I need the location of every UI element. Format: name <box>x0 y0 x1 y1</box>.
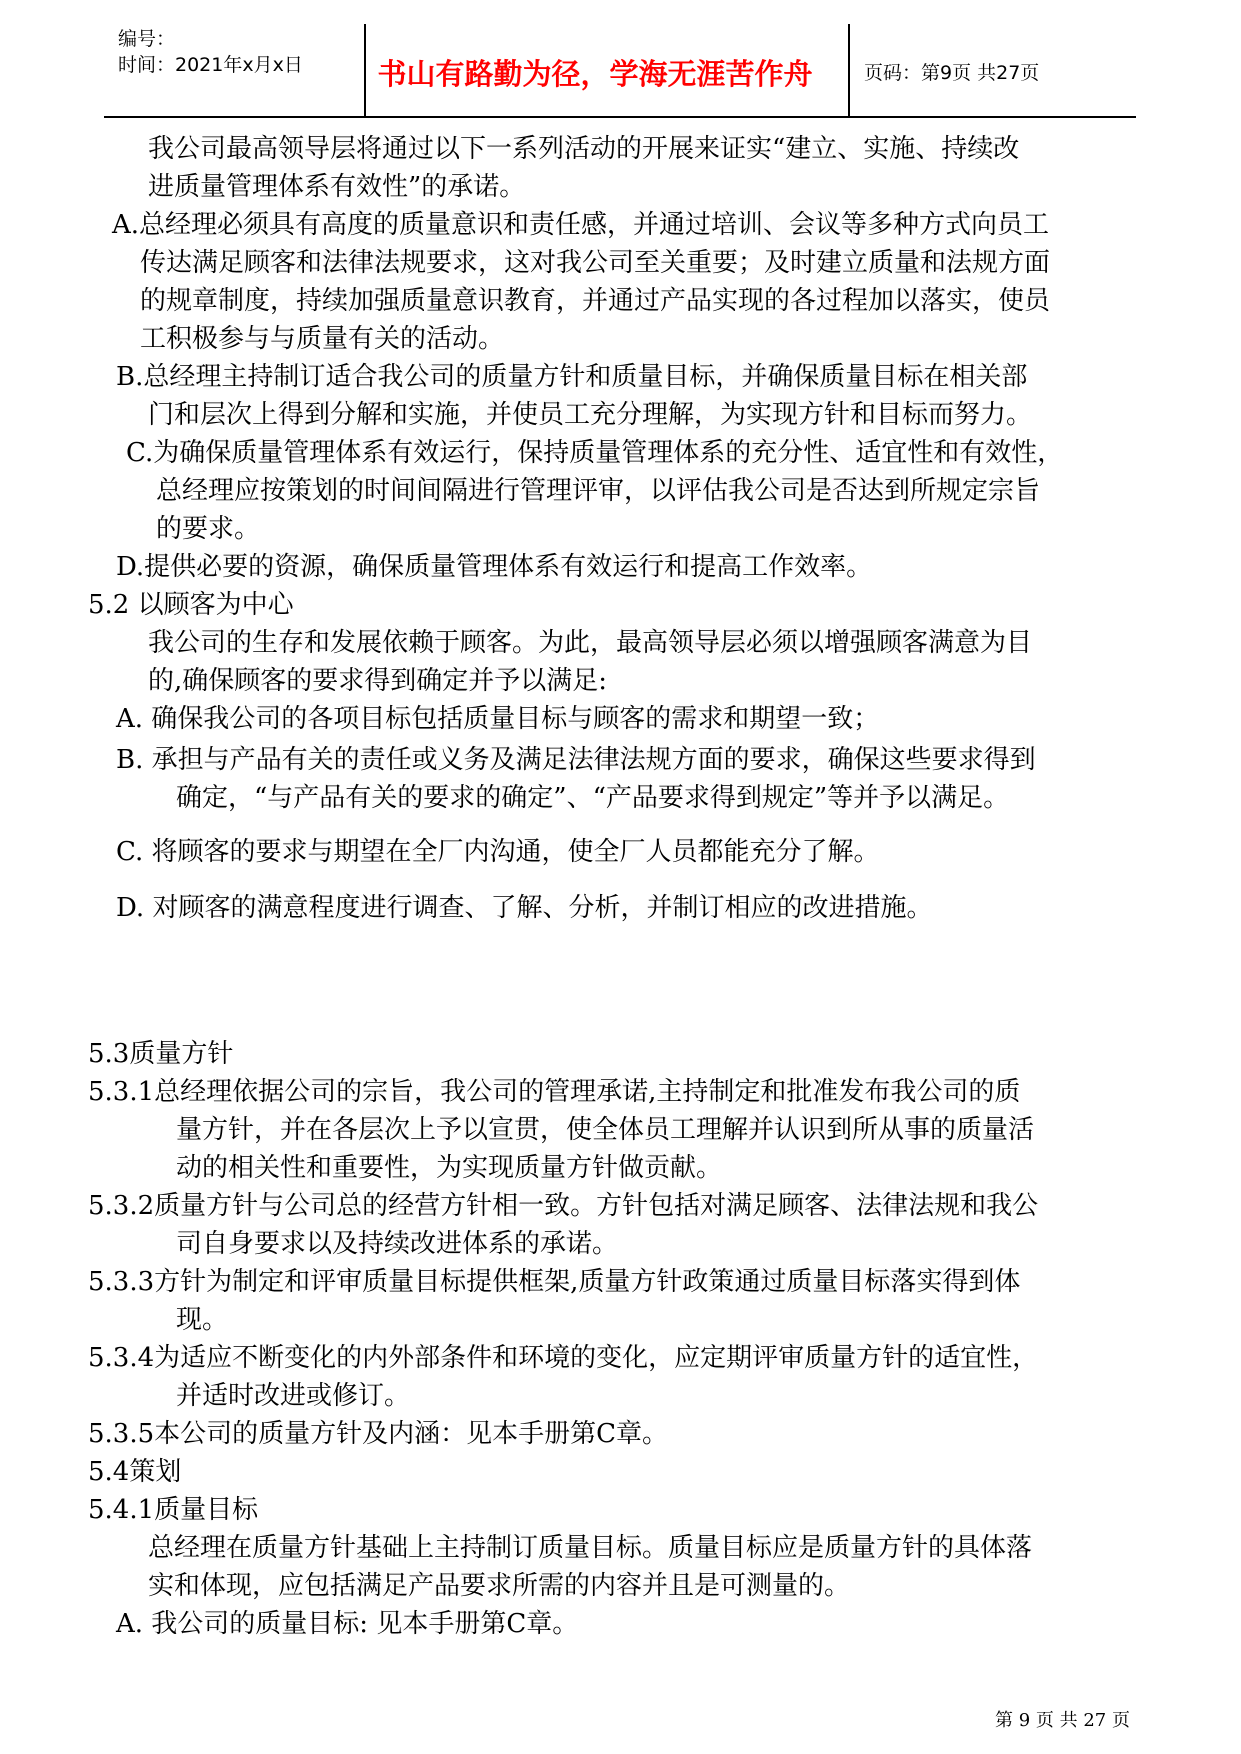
section-heading: 5.2 以顾客为中心 <box>88 590 294 620</box>
header-page-code: 页码：第9页 共27页 <box>864 62 1040 84</box>
body-line: A. 我公司的质量目标: 见本手册第C章。 <box>116 1609 579 1639</box>
body-line: 我公司最高领导层将通过以下一系列活动的开展来证实“建立、实施、持续改 <box>148 134 1020 164</box>
body-line: 我公司的生存和发展依赖于顾客。为此，最高领导层必须以增强顾客满意为目 <box>148 628 1033 658</box>
body-line: 总经理在质量方针基础上主持制订质量目标。质量目标应是质量方针的具体落 <box>148 1533 1033 1563</box>
body-line: D.提供必要的资源，确保质量管理体系有效运行和提高工作效率。 <box>116 552 873 582</box>
body-line: C. 将顾客的要求与期望在全厂内沟通，使全厂人员都能充分了解。 <box>116 837 880 867</box>
body-line: C.为确保质量管理体系有效运行，保持质量管理体系的充分性、适宜性和有效性， <box>126 438 1064 468</box>
body-line: 5.3.1总经理依据公司的宗旨，我公司的管理承诺,主持制定和批准发布我公司的质 <box>88 1077 1021 1107</box>
body-line: 的,确保顾客的要求得到确定并予以满足: <box>148 666 608 696</box>
body-line: 实和体现，应包括满足产品要求所需的内容并且是可测量的。 <box>148 1571 851 1601</box>
body-line: B. 承担与产品有关的责任或义务及满足法律法规方面的要求，确保这些要求得到 <box>116 745 1036 775</box>
body-line: 现。 <box>176 1305 229 1335</box>
body-line: 5.3.4为适应不断变化的内外部条件和环境的变化，应定期评审质量方针的适宜性， <box>88 1343 1039 1373</box>
page-header <box>104 18 1136 118</box>
body-line: 5.3.2质量方针与公司总的经营方针相一致。方针包括对满足顾客、法律法规和我公 <box>88 1191 1039 1221</box>
page-footer: 第 9 页 共 27 页 <box>995 1710 1130 1731</box>
header-info <box>118 26 303 78</box>
body-line: 的规章制度，持续加强质量意识教育，并通过产品实现的各过程加以落实，使员 <box>140 286 1051 316</box>
body-line: 5.3.5本公司的质量方针及内涵：见本手册第C章。 <box>88 1419 669 1449</box>
body-line: 的要求。 <box>156 514 261 544</box>
header-rule <box>104 116 1136 118</box>
header-motto: 书山有路勤为径，学海无涯苦作舟 <box>377 57 813 91</box>
body-line: 司自身要求以及持续改进体系的承诺。 <box>176 1229 619 1259</box>
serial-label: 编号： <box>118 28 176 50</box>
body-line: A. 确保我公司的各项目标包括质量目标与顾客的需求和期望一致； <box>116 704 880 734</box>
body-line: 门和层次上得到分解和实施，并使员工充分理解，为实现方针和目标而努力。 <box>148 400 1033 430</box>
body-line: 总经理应按策划的时间间隔进行管理评审，以评估我公司是否达到所规定宗旨 <box>156 476 1041 506</box>
body-line: 量方针，并在各层次上予以宣贯，使全体员工理解并认识到所从事的质量活 <box>176 1115 1035 1145</box>
body-line: 确定，“与产品有关的要求的确定”、“产品要求得到规定”等并予以满足。 <box>176 783 1010 813</box>
body-line: 进质量管理体系有效性”的承诺。 <box>148 172 526 202</box>
body-line: D. 对顾客的满意程度进行调查、了解、分析，并制订相应的改进措施。 <box>116 893 933 923</box>
body-line: 并适时改进或修订。 <box>176 1381 411 1411</box>
body-line: 动的相关性和重要性，为实现质量方针做贡献。 <box>176 1153 723 1183</box>
body-line: 5.3.3方针为制定和评审质量目标提供框架,质量方针政策通过质量目标落实得到体 <box>88 1267 1021 1297</box>
header-divider <box>848 24 850 116</box>
time-label: 时间：2021年x月x日 <box>118 54 303 76</box>
body-line: B.总经理主持制订适合我公司的质量方针和质量目标，并确保质量目标在相关部 <box>116 362 1028 392</box>
body-line: A.总经理必须具有高度的质量意识和责任感，并通过培训、会议等多种方式向员工 <box>112 210 1050 240</box>
section-heading: 5.4策划 <box>88 1457 182 1487</box>
body-line: 传达满足顾客和法律法规要求，这对我公司至关重要；及时建立质量和法规方面 <box>140 248 1051 278</box>
body-line: 工积极参与与质量有关的活动。 <box>140 324 505 354</box>
section-heading: 5.4.1质量目标 <box>88 1495 259 1525</box>
section-heading: 5.3质量方针 <box>88 1039 234 1069</box>
